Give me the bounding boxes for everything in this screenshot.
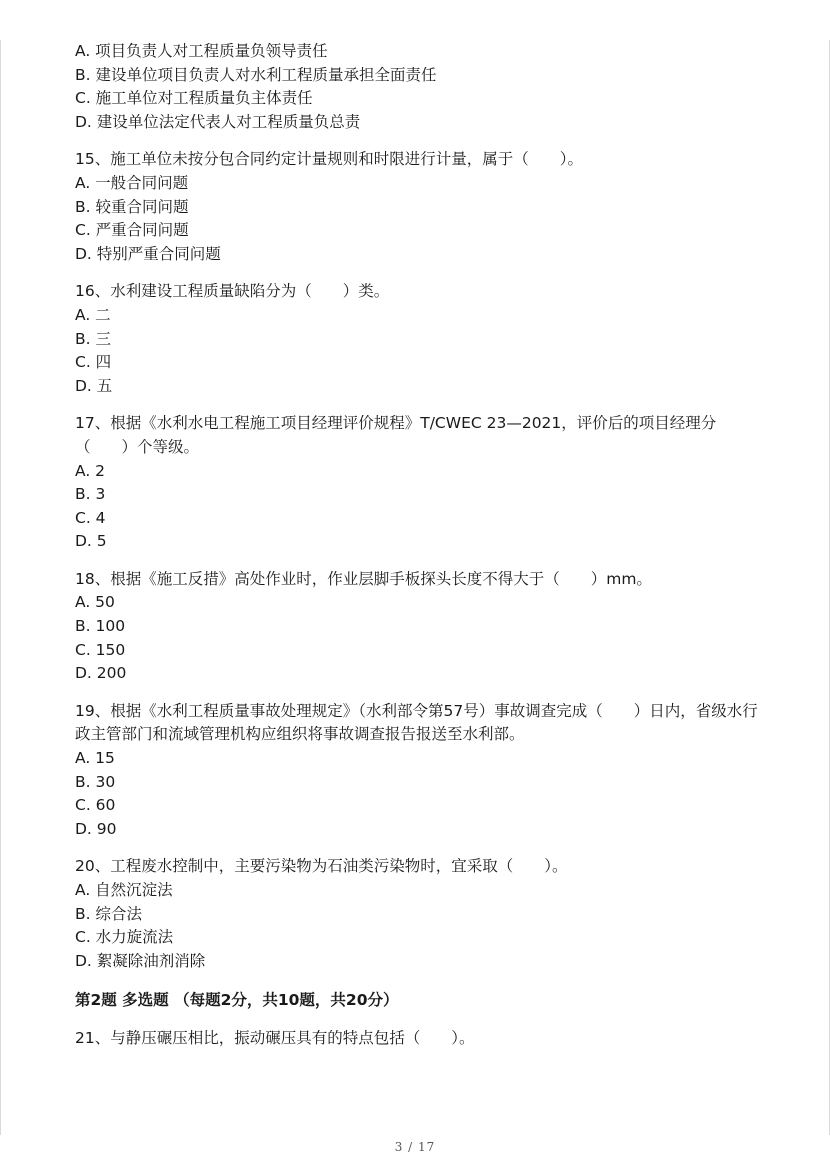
question-title: 15、施工单位未按分包合同约定计量规则和时限进行计量，属于（ ）。 bbox=[75, 150, 583, 169]
question-title: 17、根据《水利水电工程施工项目经理评价规程》T/CWEC 23—2021，评价后的项目经理分（ ）个等级。 bbox=[75, 414, 717, 456]
option-b: B. 三 bbox=[75, 329, 111, 348]
question-14-options bbox=[75, 40, 765, 134]
option-d: D. 90 bbox=[75, 819, 117, 838]
option-c: C. 水力旋流法 bbox=[75, 928, 174, 947]
question-18 bbox=[75, 568, 765, 686]
question-21-title: 21、与静压碾压相比，振动碾压具有的特点包括（ ）。 bbox=[75, 1028, 475, 1047]
option-c: C. 严重合同问题 bbox=[75, 221, 189, 240]
question-20 bbox=[75, 855, 765, 973]
option-b: B. 较重合同问题 bbox=[75, 197, 189, 216]
option-d: D. 五 bbox=[75, 376, 113, 395]
question-15 bbox=[75, 148, 765, 266]
option-b: B. 30 bbox=[75, 772, 116, 791]
option-b: B. 3 bbox=[75, 485, 106, 504]
page-number: 3 / 17 bbox=[394, 1140, 436, 1154]
page-edge-left bbox=[0, 40, 1, 1135]
option-a: A. 2 bbox=[75, 461, 106, 480]
question-19 bbox=[75, 700, 765, 842]
section-title-multiple-choice: 第2题 多选题 （每题2分，共10题，共20分） bbox=[75, 991, 399, 1010]
option-d: D. 200 bbox=[75, 664, 127, 683]
option-c: C. 60 bbox=[75, 796, 116, 815]
option-d: D. 5 bbox=[75, 532, 107, 551]
option-b: B. 综合法 bbox=[75, 904, 142, 923]
option-a: A. 50 bbox=[75, 593, 115, 612]
option-a: A. 项目负责人对工程质量负领导责任 bbox=[75, 42, 328, 60]
option-c: C. 4 bbox=[75, 508, 106, 527]
option-d: D. 建设单位法定代表人对工程质量负总责 bbox=[75, 112, 361, 131]
option-a: A. 15 bbox=[75, 749, 115, 768]
option-b: B. 建设单位项目负责人对水利工程质量承担全面责任 bbox=[75, 65, 437, 84]
question-16 bbox=[75, 280, 765, 398]
option-c: C. 150 bbox=[75, 640, 126, 659]
question-title: 19、根据《水利工程质量事故处理规定》（水利部令第57号）事故调查完成（ ）日内，省级水行政主管部门和流域管理机构应组织将事故调查报告报送至水利部。 bbox=[75, 701, 758, 744]
option-c: C. 四 bbox=[75, 353, 112, 372]
option-b: B. 100 bbox=[75, 617, 126, 636]
question-title: 16、水利建设工程质量缺陷分为（ ）类。 bbox=[75, 282, 390, 301]
option-a: A. 自然沉淀法 bbox=[75, 881, 173, 899]
question-17 bbox=[75, 412, 765, 554]
document-content bbox=[75, 40, 765, 1051]
option-d: D. 絮凝除油剂消除 bbox=[75, 951, 206, 970]
option-d: D. 特别严重合同问题 bbox=[75, 244, 221, 263]
question-title: 20、工程废水控制中，主要污染物为石油类污染物时，宜采取（ ）。 bbox=[75, 857, 568, 876]
option-c: C. 施工单位对工程质量负主体责任 bbox=[75, 89, 313, 108]
option-a: A. 二 bbox=[75, 305, 111, 324]
question-title: 18、根据《施工反措》高处作业时，作业层脚手板探头长度不得大于（ ）mm。 bbox=[75, 569, 652, 588]
option-a: A. 一般合同问题 bbox=[75, 173, 189, 192]
